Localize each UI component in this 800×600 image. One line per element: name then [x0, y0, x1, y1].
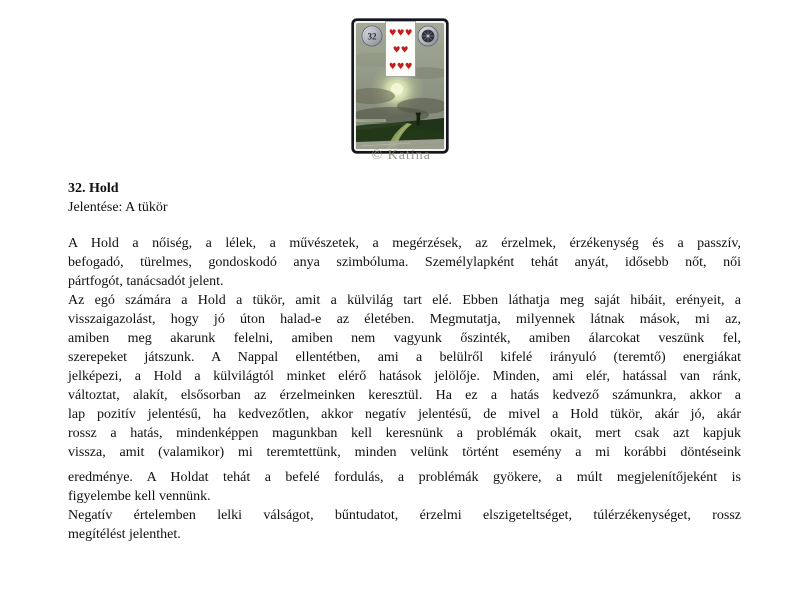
text-line: A Hold a nőiség, a lélek, a művészetek, a megérzések, az érzelmek, érzékenység és a passzív, [68, 236, 741, 251]
text-line: eredménye. A Holdat tehát a befelé fordulás, a problémák gyökere, a múlt megjelenítőjeként is [68, 470, 741, 485]
paragraph-symbolism [68, 234, 741, 291]
card-meaning: Jelentése: A tükör [68, 200, 168, 215]
card-number: 32 [367, 31, 377, 42]
card-emblem-badge [418, 26, 438, 46]
text-line: jelképezi, a Hold a külvilágtól minket elérő hatások jelölője. Minden, ami elér, hatással van ránk, [68, 369, 741, 384]
text-line: rossz a hatás, mindenképpen magunkban kell keresnünk a problémák okait, mert csak azt kapjuk [68, 426, 741, 441]
heart-icon: ♥ [404, 28, 413, 39]
text-line: visszaigazolást, hogy jó úton halad-e az életében. Megmutatja, milyennek látnak mások, mi az, [68, 312, 741, 327]
card-artwork [351, 18, 449, 154]
card-tower [416, 113, 421, 126]
text-line: vissza, amit (valamikor) mi teremtettünk, minden velünk történt esemény a mi korábbi döntéseink [68, 445, 741, 460]
paragraph-negative [68, 506, 741, 544]
horizon-water-glint [356, 119, 386, 122]
text-line: Az egó számára a Hold a tükör, amit a külvilág tart elé. Ebben láthatja meg saját hibáit, erényeit, a [68, 293, 741, 308]
text-line: megítélést jelenthet. [68, 527, 181, 542]
heart-icon: ♥ [388, 28, 397, 39]
heart-icon: ♥ [396, 62, 405, 72]
card-title: 32. Hold [68, 181, 119, 196]
card-number-badge [362, 26, 382, 46]
heart-icon: ♥ [396, 28, 405, 39]
text-line: amiben meg akarunk felelni, amiben nem vagyunk őszinték, amiben álarcokat veszünk fel, [68, 331, 741, 346]
text-line: figyelembe kell vennünk. [68, 489, 211, 504]
paragraph-result [68, 468, 741, 506]
heart-icon: ♥ [388, 62, 397, 72]
text-line: befogadó, türelmes, gondoskodó anya szimbóluma. Személylapként tehát anyát, idősebb nőt, női [68, 255, 741, 270]
text-line: lap pozitív jelentésű, ha kedvezőtlen, akkor negatív jelentésű, de mivel a Hold tükör, akár jó, akár [68, 407, 741, 422]
playing-card-inset [386, 22, 416, 77]
text-line: Negatív értelemben lelki válságot, bűntudatot, érzelmi elszigeteltséget, túlérzékenységet, rossz [68, 508, 741, 523]
heart-icon: ♥ [400, 45, 409, 56]
card-watermark: © Katina [371, 148, 431, 163]
paragraph-mirror [68, 291, 741, 462]
text-line: szerepeket játszunk. A Nappal ellentétben, ami a belülről kifelé irányuló (teremtő) energiákat [68, 350, 741, 365]
text-line: változtat, alakít, elsősorban az érzelmeinken keresztül. Ha ez a hatás kedvező számunkra, akkor a [68, 388, 741, 403]
heart-icon: ♥ [404, 62, 413, 72]
card-description [68, 179, 741, 544]
card-emblem-icon [422, 30, 435, 43]
lenormand-card-image [351, 18, 449, 154]
heart-icon: ♥ [392, 45, 401, 56]
text-line: pártfogót, tanácsadót jelent. [68, 274, 224, 289]
